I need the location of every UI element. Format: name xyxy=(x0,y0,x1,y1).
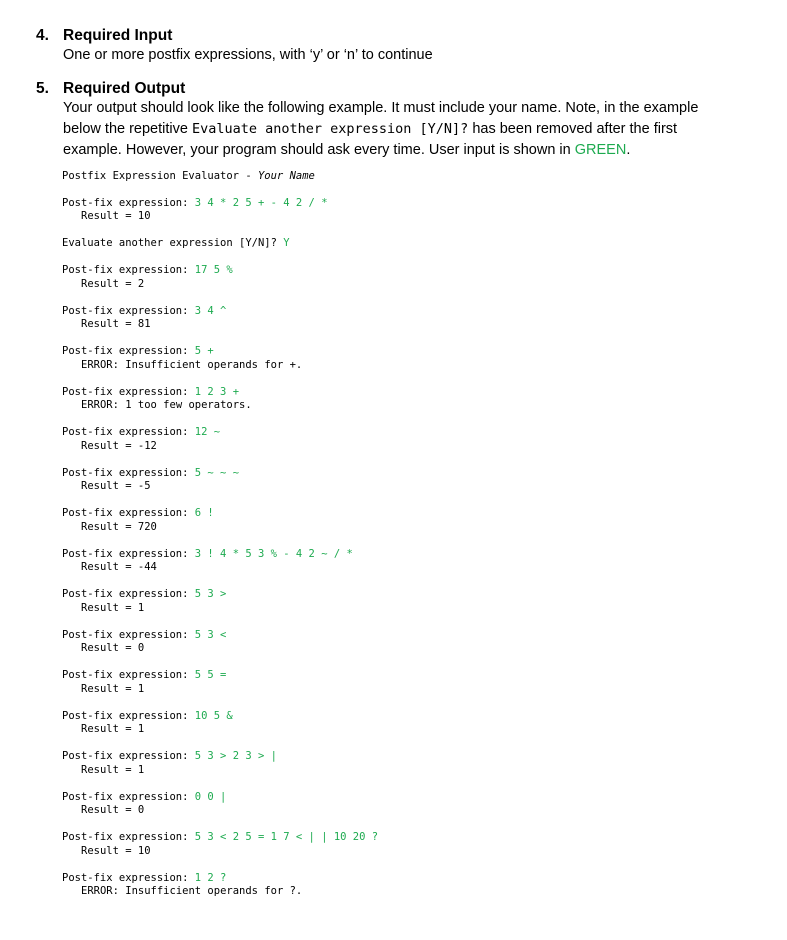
user-input: 1 2 3 + xyxy=(194,385,240,398)
result-line: Result = 1 xyxy=(81,763,145,776)
result-line: Result = -12 xyxy=(81,439,157,452)
text-span: . xyxy=(626,142,631,158)
prompt-line xyxy=(62,345,762,359)
user-input: 5 3 < xyxy=(194,628,227,641)
section-number: 4. xyxy=(36,27,49,44)
result-line: Result = 2 xyxy=(81,277,145,290)
continue-prompt xyxy=(62,237,762,251)
result-line: Result = -5 xyxy=(81,480,151,492)
continue-line xyxy=(62,237,762,251)
result-line: ERROR: 1 too few operators. xyxy=(81,399,252,411)
prompt-line xyxy=(62,669,762,683)
expression-block xyxy=(62,548,762,575)
text-span: has been removed after the first xyxy=(468,121,678,137)
prompt-label: Post-fix expression: xyxy=(62,628,195,641)
expression-block xyxy=(62,467,762,494)
result-line: Result = 1 xyxy=(81,601,145,614)
user-input: 5 3 > 2 3 > | xyxy=(194,750,277,762)
prompt-line xyxy=(62,305,762,319)
prompt-line xyxy=(62,629,762,643)
prompt-label: Post-fix expression: xyxy=(62,588,195,600)
prompt-line xyxy=(62,197,762,211)
user-input: 6 ! xyxy=(194,507,214,519)
section-number: 5. xyxy=(36,80,49,97)
result-line: Result = 1 xyxy=(81,682,145,695)
expression-block xyxy=(62,197,762,224)
section-title: Required Output xyxy=(63,80,186,97)
prompt-label: Post-fix expression: xyxy=(62,264,195,276)
expression-block xyxy=(62,791,762,818)
expression-block xyxy=(62,426,762,453)
expression-block xyxy=(62,345,762,372)
prompt-line xyxy=(62,264,762,278)
user-input: 5 + xyxy=(194,345,214,357)
prompt-label: Post-fix expression: xyxy=(62,871,195,884)
expression-block xyxy=(62,872,762,899)
section-required-input xyxy=(36,27,756,66)
user-input: 1 2 ? xyxy=(194,871,227,884)
title-prefix: Postfix Expression Evaluator - xyxy=(62,170,258,182)
prompt-label: Post-fix expression: xyxy=(62,669,195,681)
prompt-label: Post-fix expression: xyxy=(62,547,195,560)
expression-block xyxy=(62,507,762,534)
result-line: Result = 10 xyxy=(81,210,151,222)
prompt-label: Post-fix expression: xyxy=(62,304,195,317)
prompt-line xyxy=(62,426,762,440)
user-input: 5 3 < 2 5 = 1 7 < | | 10 20 ? xyxy=(194,831,379,843)
example-blocks xyxy=(62,197,762,899)
section-heading xyxy=(36,27,756,45)
inline-code: Evaluate another expression [Y/N]? xyxy=(191,121,469,137)
section-required-output xyxy=(36,80,756,161)
title-name: Your Name xyxy=(257,170,315,182)
prompt-line xyxy=(62,588,762,602)
expression-block xyxy=(62,629,762,656)
prompt-line xyxy=(62,507,762,521)
user-input: 5 ~ ~ ~ xyxy=(194,466,240,479)
prompt-line xyxy=(62,467,762,481)
result-line: ERROR: Insufficient operands for +. xyxy=(81,358,303,371)
expression-block xyxy=(62,264,762,291)
prompt-label: Post-fix expression: xyxy=(62,385,195,398)
prompt-label: Post-fix expression: xyxy=(62,831,195,843)
expression-block xyxy=(62,669,762,696)
result-line: Result = -44 xyxy=(81,561,157,573)
result-line: Result = 0 xyxy=(81,804,145,816)
result-line: Result = 10 xyxy=(81,844,151,857)
prompt-line xyxy=(62,872,762,886)
section-text: One or more postfix expressions, with ‘y’ or ‘n’ to continue xyxy=(63,47,433,63)
prompt-line xyxy=(62,548,762,562)
result-line: Result = 1 xyxy=(81,723,145,735)
user-input: 5 5 = xyxy=(194,669,227,681)
paragraph-line xyxy=(63,119,756,140)
prompt-label: Post-fix expression: xyxy=(62,426,195,438)
green-word: GREEN xyxy=(574,142,627,158)
result-line: ERROR: Insufficient operands for ?. xyxy=(81,885,303,897)
user-input: 5 3 > xyxy=(194,588,227,600)
result-line: Result = 0 xyxy=(81,642,145,654)
example-title xyxy=(62,170,762,184)
text-span: below the repetitive xyxy=(63,121,192,137)
result-line: Result = 81 xyxy=(81,318,151,330)
expression-block xyxy=(62,386,762,413)
prompt-label: Post-fix expression: xyxy=(62,196,195,209)
paragraph-line: Your output should look like the following example. It must include your name. Note, in the example xyxy=(63,100,699,116)
expression-block xyxy=(62,710,762,737)
continue-label: Evaluate another expression [Y/N]? xyxy=(62,237,284,249)
expression-block xyxy=(62,588,762,615)
result-line: Result = 720 xyxy=(81,520,157,533)
user-input: 3 ! 4 * 5 3 % - 4 2 ~ / * xyxy=(194,547,353,560)
user-input: 17 5 % xyxy=(194,264,233,276)
user-input: 3 4 ^ xyxy=(194,304,227,317)
section-heading xyxy=(36,80,756,98)
prompt-label: Post-fix expression: xyxy=(62,345,195,357)
text-span: example. However, your program should ask every time. User input is shown in xyxy=(63,142,575,158)
prompt-line xyxy=(62,710,762,724)
prompt-label: Post-fix expression: xyxy=(62,507,195,519)
paragraph-line xyxy=(63,140,756,161)
prompt-line xyxy=(62,791,762,805)
user-input: 3 4 * 2 5 + - 4 2 / * xyxy=(194,196,328,209)
example-output xyxy=(62,170,762,912)
prompt-line xyxy=(62,386,762,400)
prompt-label: Post-fix expression: xyxy=(62,709,195,722)
section-paragraph xyxy=(63,98,756,161)
prompt-label: Post-fix expression: xyxy=(62,750,195,762)
prompt-label: Post-fix expression: xyxy=(62,466,195,479)
user-input: 0 0 | xyxy=(194,790,227,803)
prompt-line xyxy=(62,831,762,845)
user-input: 10 5 & xyxy=(194,709,233,722)
section-title: Required Input xyxy=(63,27,173,44)
expression-block xyxy=(62,831,762,858)
prompt-line xyxy=(62,750,762,764)
continue-input: Y xyxy=(283,237,290,249)
user-input: 12 ~ xyxy=(194,426,221,438)
expression-block xyxy=(62,750,762,777)
expression-block xyxy=(62,305,762,332)
prompt-label: Post-fix expression: xyxy=(62,790,195,803)
